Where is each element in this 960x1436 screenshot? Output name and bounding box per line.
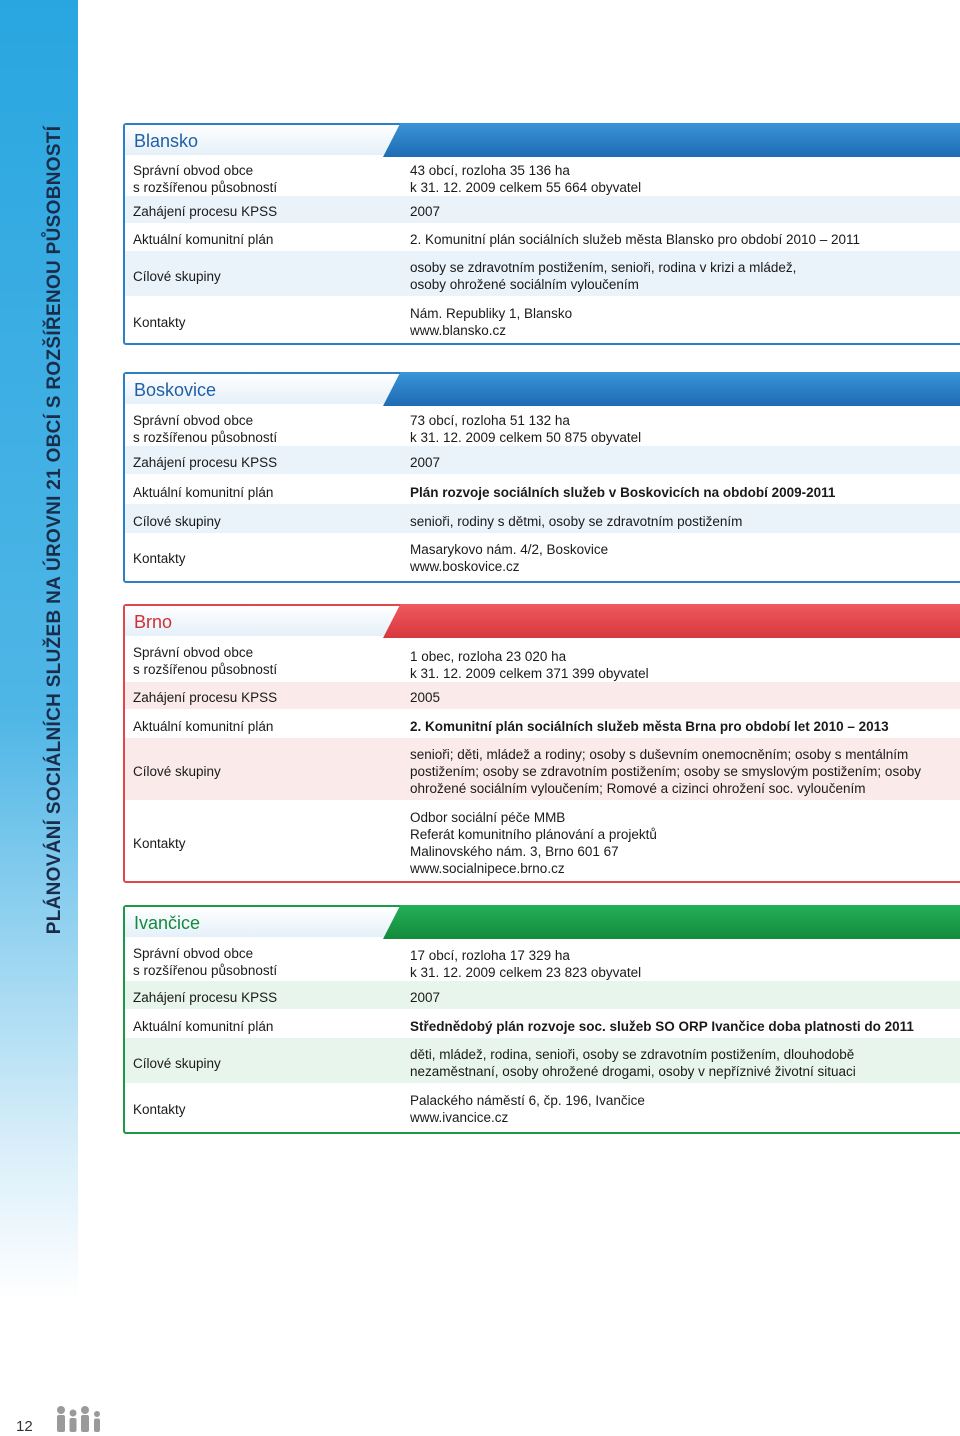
card-title: Blansko: [134, 131, 199, 151]
label-zahajeni: Zahájení procesu KPSS: [133, 204, 278, 219]
row-plan: [125, 709, 960, 738]
row-zahajeni: [125, 981, 960, 1009]
card-title: Ivančice: [134, 913, 201, 933]
card-ivancice: [123, 905, 960, 1134]
row-plan: [125, 474, 960, 504]
value-obvod-2: k 31. 12. 2009 celkem 50 875 obyvatel: [410, 430, 642, 445]
row-skupiny: [125, 738, 960, 800]
value-kontakt-3: Malinovského nám. 3, Brno 601 67: [410, 844, 619, 859]
label-skupiny: Cílové skupiny: [133, 514, 221, 529]
card-header: [125, 907, 960, 937]
value-plan: 2. Komunitní plán sociálních služeb města Brna pro období let 2010 – 2013: [410, 719, 889, 734]
row-skupiny: [125, 251, 960, 296]
value-obvod-2: k 31. 12. 2009 celkem 23 823 obyvatel: [410, 965, 642, 980]
value-obvod-1: 17 obcí, rozloha 17 329 ha: [410, 948, 570, 963]
page-number: 12: [16, 1418, 33, 1435]
row-obvod: [125, 937, 960, 981]
value-skupiny-1: senioři, rodiny s dětmi, osoby se zdravotním postižením: [410, 514, 743, 529]
label-obvod-1: Správní obvod obce: [133, 163, 254, 178]
label-skupiny: Cílové skupiny: [133, 764, 221, 779]
value-kontakt-1: Masarykovo nám. 4/2, Boskovice: [410, 542, 609, 557]
row-kontakty: [125, 800, 960, 881]
row-plan: [125, 223, 960, 251]
label-obvod-2: s rozšířenou působností: [133, 430, 278, 445]
value-skupiny-1: osoby se zdravotním postižením, senioři, rodina v krizi a mládež,: [410, 260, 797, 275]
card-title: Brno: [134, 612, 173, 632]
row-obvod: [125, 155, 960, 196]
value-obvod-2: k 31. 12. 2009 celkem 55 664 obyvatel: [410, 180, 642, 195]
row-plan: [125, 1009, 960, 1038]
row-zahajeni: [125, 446, 960, 474]
card-header: [125, 125, 960, 155]
value-kontakt-2[interactable]: www.blansko.cz: [410, 323, 507, 338]
label-kontakty: Kontakty: [133, 1101, 186, 1117]
value-kontakt-2[interactable]: www.ivancice.cz: [410, 1110, 509, 1125]
side-title: PLÁNOVÁNÍ SOCIÁLNÍCH SLUŽEB NA ÚROVNI 21 OBCÍ S ROZŠÍŘENOU PŮSOBNOSTÍ: [44, 125, 65, 935]
card-blansko: [123, 123, 960, 345]
row-kontakty: [125, 533, 960, 581]
label-obvod-1: Správní obvod obce: [133, 946, 254, 961]
value-kontakt-2[interactable]: www.boskovice.cz: [410, 559, 520, 574]
row-skupiny: [125, 1038, 960, 1083]
row-zahajeni: [125, 196, 960, 223]
row-kontakty: [125, 296, 960, 343]
value-kontakt-1: Palackého náměstí 6, čp. 196, Ivančice: [410, 1093, 645, 1108]
label-plan: Aktuální komunitní plán: [133, 1019, 274, 1034]
value-kontakt-1: Nám. Republiky 1, Blansko: [410, 306, 573, 321]
value-plan: Plán rozvoje sociálních služeb v Boskovicích na období 2009-2011: [410, 485, 836, 500]
label-zahajeni: Zahájení procesu KPSS: [133, 455, 278, 470]
row-obvod: [125, 404, 960, 446]
label-kontakty: Kontakty: [133, 550, 186, 566]
row-obvod: [125, 636, 960, 682]
label-zahajeni: Zahájení procesu KPSS: [133, 990, 278, 1005]
card-header: [125, 606, 960, 636]
row-kontakty: [125, 1083, 960, 1132]
value-kontakt-1: Odbor sociální péče MMB: [410, 810, 566, 825]
label-obvod-2: s rozšířenou působností: [133, 180, 278, 195]
label-kontakty: Kontakty: [133, 314, 186, 330]
value-kontakt-4[interactable]: www.socialnipece.brno.cz: [410, 861, 565, 876]
value-plan: Střednědobý plán rozvoje soc. služeb SO ORP Ivančice doba platnosti do 2011: [410, 1019, 914, 1034]
value-obvod-2: k 31. 12. 2009 celkem 371 399 obyvatel: [410, 666, 649, 681]
value-skupiny-2: postižením; osoby se zdravotním postižením; osoby se smyslovým postižením; osoby: [410, 764, 921, 779]
label-kontakty: Kontakty: [133, 835, 186, 851]
label-skupiny: Cílové skupiny: [133, 1055, 221, 1071]
value-skupiny-2: nezaměstnaní, osoby ohrožené drogami, osoby v nepříznivé životní situaci: [410, 1064, 856, 1079]
value-kontakt-2: Referát komunitního plánování a projektů: [410, 827, 657, 842]
value-plan: 2. Komunitní plán sociálních služeb města Blansko pro období 2010 – 2011: [410, 232, 861, 247]
value-zahajeni: 2007: [410, 455, 441, 470]
card-tab: [383, 604, 960, 638]
card-header: [125, 374, 960, 404]
card-title: Boskovice: [134, 380, 217, 400]
value-skupiny-3: ohrožené sociálním vyloučením; Romové a cizinci ohrožení soc. vyloučením: [410, 781, 866, 796]
value-obvod-1: 1 obec, rozloha 23 020 ha: [410, 649, 567, 664]
card-tab: [383, 123, 960, 157]
label-plan: Aktuální komunitní plán: [133, 232, 274, 247]
people-icon: [54, 1404, 104, 1434]
row-zahajeni: [125, 682, 960, 709]
label-plan: Aktuální komunitní plán: [133, 485, 274, 500]
card-tab: [383, 372, 960, 406]
label-obvod-2: s rozšířenou působností: [133, 662, 278, 677]
label-plan: Aktuální komunitní plán: [133, 719, 274, 734]
value-skupiny-1: děti, mládež, rodina, senioři, osoby se zdravotním postižením, dlouhodobě: [410, 1047, 855, 1062]
card-brno: [123, 604, 960, 883]
row-skupiny: [125, 504, 960, 533]
value-zahajeni: 2005: [410, 690, 441, 705]
label-skupiny: Cílové skupiny: [133, 268, 221, 284]
value-skupiny-2: osoby ohrožené sociálním vyloučením: [410, 277, 639, 292]
value-zahajeni: 2007: [410, 204, 441, 219]
label-zahajeni: Zahájení procesu KPSS: [133, 690, 278, 705]
value-skupiny-1: senioři; děti, mládež a rodiny; osoby s duševním onemocněním; osoby s mentálním: [410, 747, 909, 762]
label-obvod-1: Správní obvod obce: [133, 645, 254, 660]
value-obvod-1: 73 obcí, rozloha 51 132 ha: [410, 413, 570, 428]
card-boskovice: [123, 372, 960, 583]
card-tab: [383, 905, 960, 939]
label-obvod-1: Správní obvod obce: [133, 413, 254, 428]
value-zahajeni: 2007: [410, 990, 441, 1005]
side-bar: [0, 0, 78, 1300]
value-obvod-1: 43 obcí, rozloha 35 136 ha: [410, 163, 570, 178]
label-obvod-2: s rozšířenou působností: [133, 963, 278, 978]
